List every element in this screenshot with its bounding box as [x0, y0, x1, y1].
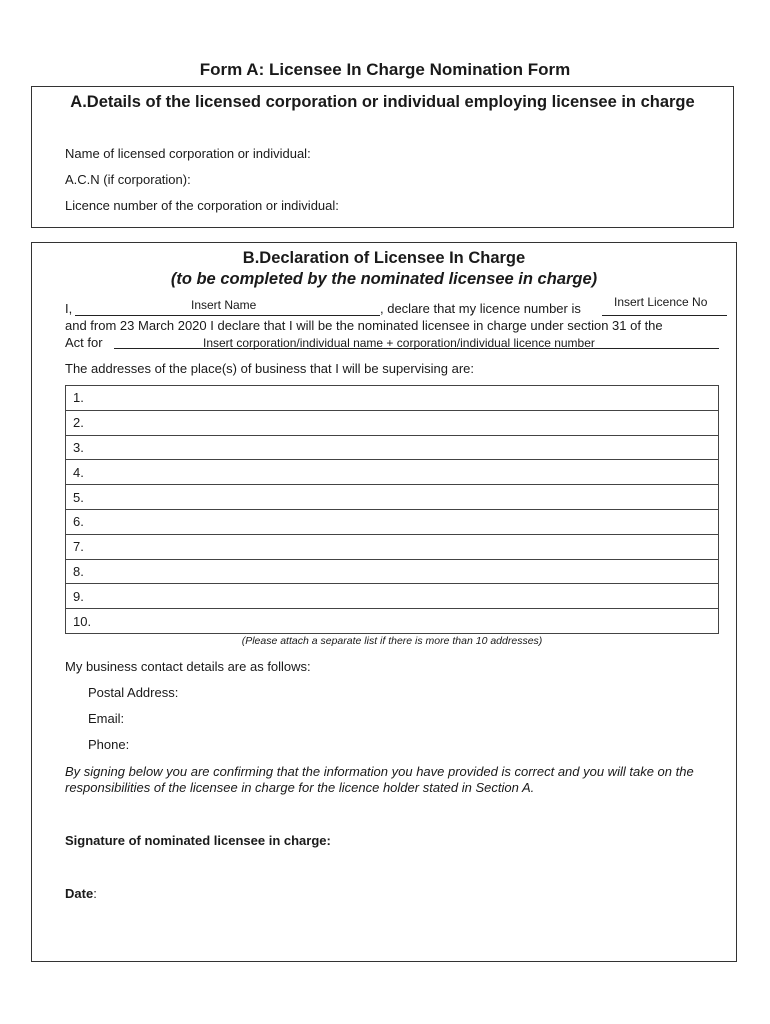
address-row[interactable]: 10.	[66, 609, 719, 634]
addresses-intro: The addresses of the place(s) of business that I will be supervising are:	[65, 361, 474, 376]
licence-hint: Insert Licence No	[614, 295, 708, 309]
section-b-subheading: (to be completed by the nominated licensee in charge)	[170, 270, 598, 288]
email-field: Email:	[88, 711, 125, 726]
address-row[interactable]: 8.	[66, 559, 719, 584]
confirmation-statement: By signing below you are confirming that the information you have provided is correct and you will take on the responsibilities of the licensee in charge for the licence holder stated in Section A.	[65, 764, 694, 795]
signature-label: Signature of nominated licensee in charge:	[65, 833, 331, 848]
address-row[interactable]: 9.	[66, 584, 719, 609]
declaration-licence-text: , declare that my licence number is	[380, 301, 581, 316]
form-title: Form A: Licensee In Charge Nomination Form	[199, 60, 571, 79]
address-row[interactable]: 5.	[66, 485, 719, 510]
address-row[interactable]: 1.	[66, 386, 719, 411]
field-corporation-name: Name of licensed corporation or individual:	[65, 146, 311, 161]
contact-intro: My business contact details are as follows:	[65, 659, 311, 674]
field-corporation-licence: Licence number of the corporation or individual:	[65, 198, 339, 213]
addresses-table	[65, 385, 719, 634]
name-input-line[interactable]	[75, 315, 380, 316]
address-row[interactable]: 7.	[66, 534, 719, 559]
declaration-line-2: and from 23 March 2020 I declare that I will be the nominated licensee in charge under section 31 of the	[65, 318, 663, 333]
section-b-heading: B.Declaration of Licensee In Charge	[242, 249, 526, 267]
address-row[interactable]: 3.	[66, 435, 719, 460]
declaration-act: Act for	[65, 335, 103, 350]
licence-input-line[interactable]	[602, 315, 727, 316]
address-row[interactable]: 2.	[66, 410, 719, 435]
name-hint: Insert Name	[191, 298, 257, 312]
address-row[interactable]: 4.	[66, 460, 719, 485]
act-hint: Insert corporation/individual name + corporation/individual licence number	[203, 336, 595, 350]
field-acn: A.C.N (if corporation):	[65, 172, 191, 187]
postal-address-field: Postal Address:	[88, 685, 179, 700]
address-row[interactable]: 6.	[66, 509, 719, 534]
phone-field: Phone:	[88, 737, 130, 752]
date-label: Date:	[65, 886, 97, 901]
section-a-heading: A.Details of the licensed corporation or individual employing licensee in charge	[70, 93, 695, 111]
attach-note: (Please attach a separate list if there is more than 10 addresses)	[241, 635, 543, 647]
declaration-i: I,	[65, 301, 73, 316]
